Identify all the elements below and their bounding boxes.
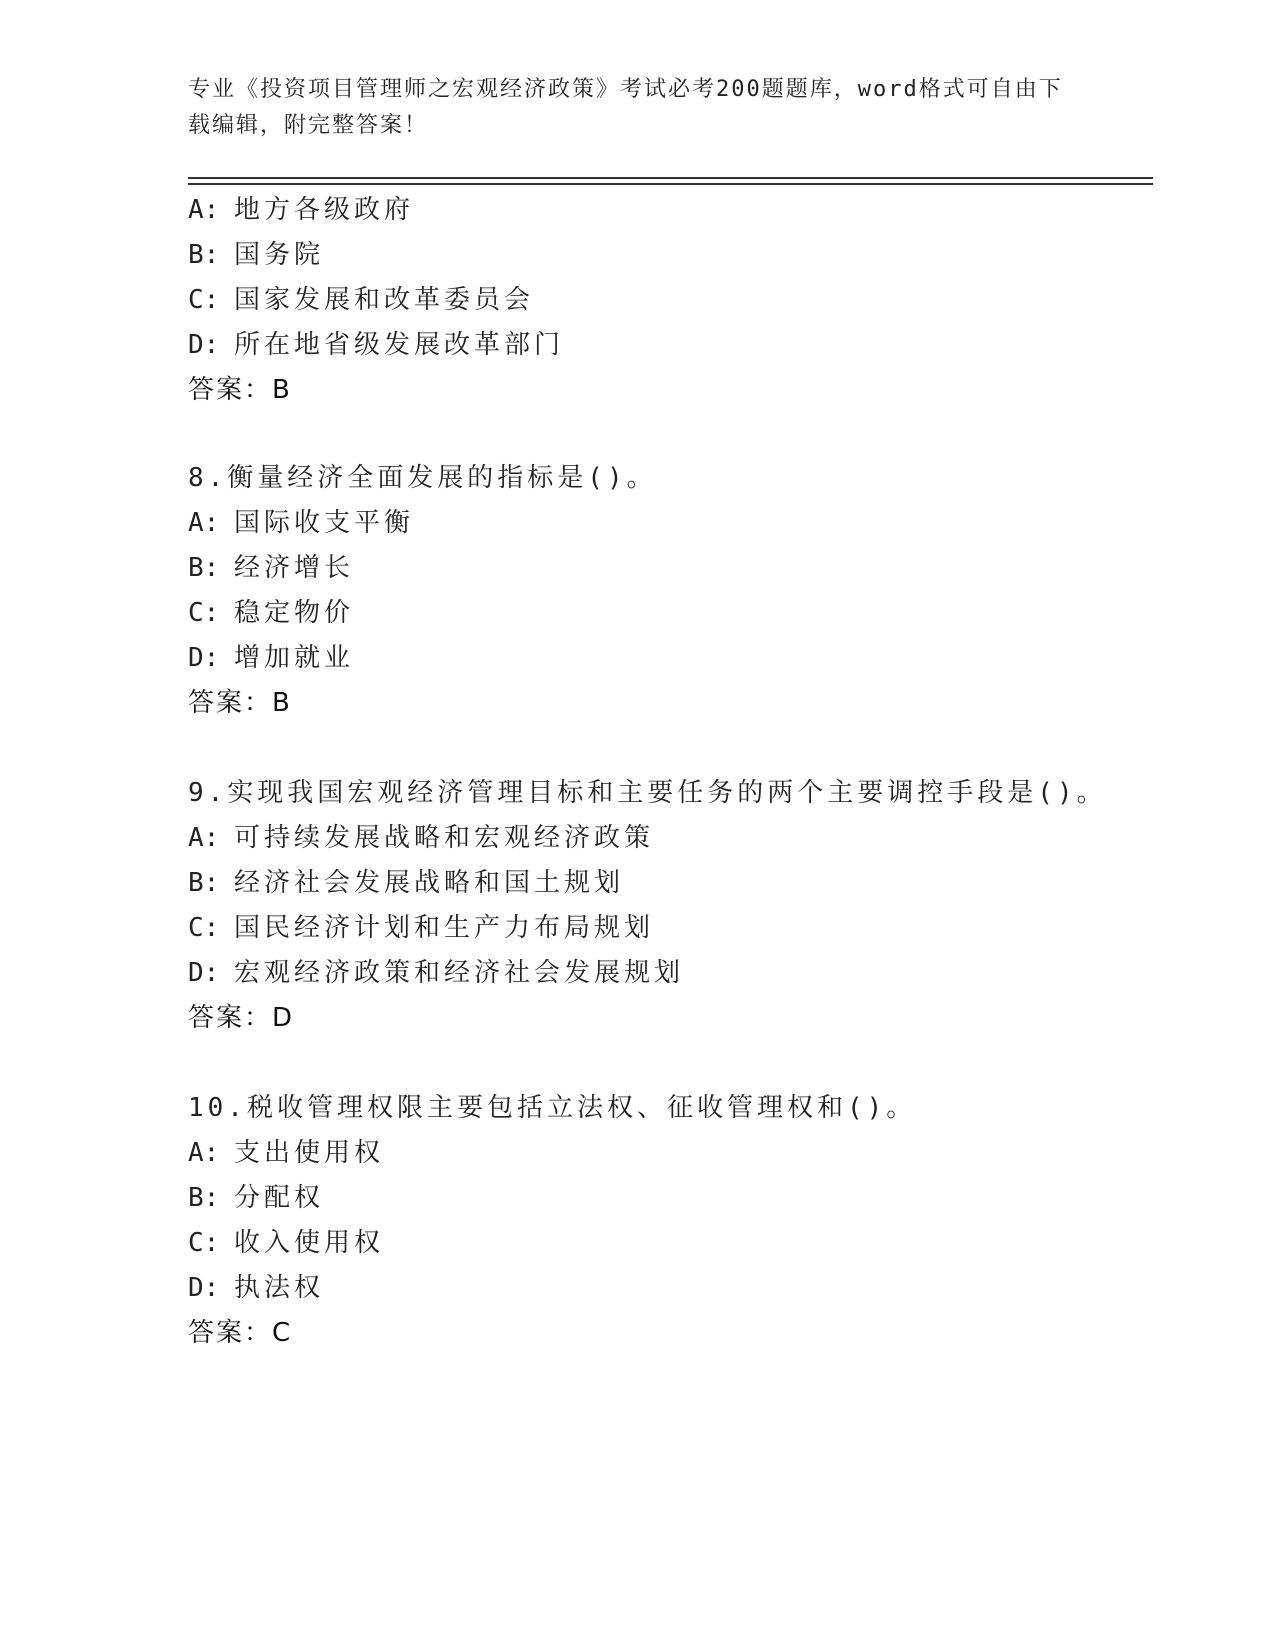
q10-answer: 答案：C bbox=[188, 1318, 293, 1348]
q9-option-c bbox=[188, 911, 654, 945]
option-letter: D: bbox=[188, 330, 220, 360]
option-text: 国家发展和改革委员会 bbox=[234, 285, 535, 315]
option-text: 国务院 bbox=[234, 240, 325, 270]
option-text: 可持续发展战略和宏观经济政策 bbox=[234, 823, 655, 853]
q9-question: 9.实现我国宏观经济管理目标和主要任务的两个主要调控手段是()。 bbox=[188, 778, 1107, 808]
option-letter: A: bbox=[188, 1138, 220, 1168]
q10-question: 10.税收管理权限主要包括立法权、征收管理权和()。 bbox=[188, 1093, 917, 1123]
option-letter: B: bbox=[188, 868, 220, 898]
q7-option-c bbox=[188, 283, 534, 317]
q9-option-a bbox=[188, 821, 654, 855]
option-letter: C: bbox=[188, 913, 220, 943]
option-text: 经济增长 bbox=[234, 553, 355, 583]
option-text: 分配权 bbox=[234, 1183, 325, 1213]
option-letter: C: bbox=[188, 285, 220, 315]
option-letter: D: bbox=[188, 958, 220, 988]
option-text: 增加就业 bbox=[234, 643, 355, 673]
option-letter: D: bbox=[188, 643, 220, 673]
q9-option-d bbox=[188, 956, 684, 990]
q10-option-c bbox=[188, 1226, 384, 1260]
option-letter: A: bbox=[188, 195, 220, 225]
q8-option-a bbox=[188, 506, 414, 540]
q10-option-b bbox=[188, 1181, 324, 1215]
q7-option-b bbox=[188, 238, 324, 272]
q7-option-a bbox=[188, 193, 414, 227]
q7-option-d bbox=[188, 328, 564, 362]
option-letter: D: bbox=[188, 1273, 220, 1303]
header-divider-bottom bbox=[188, 183, 1153, 185]
option-text: 支出使用权 bbox=[234, 1138, 385, 1168]
q8-question: 8.衡量经济全面发展的指标是()。 bbox=[188, 463, 657, 493]
q10-option-a bbox=[188, 1136, 384, 1170]
q8-answer: 答案：B bbox=[188, 688, 292, 718]
option-text: 稳定物价 bbox=[234, 598, 355, 628]
option-letter: C: bbox=[188, 598, 220, 628]
option-text: 收入使用权 bbox=[234, 1228, 385, 1258]
option-letter: A: bbox=[188, 823, 220, 853]
option-letter: B: bbox=[188, 240, 220, 270]
option-text: 国际收支平衡 bbox=[234, 508, 415, 538]
document-header: 专业《投资项目管理师之宏观经济政策》考试必考200题题库，word格式可自由下载编辑，附完整答案！ bbox=[188, 77, 1063, 138]
q8-option-b bbox=[188, 551, 354, 585]
q8-option-d bbox=[188, 641, 354, 675]
q7-answer: 答案：B bbox=[188, 375, 292, 405]
option-letter: A: bbox=[188, 508, 220, 538]
q9-answer: 答案：D bbox=[188, 1003, 295, 1033]
option-text: 国民经济计划和生产力布局规划 bbox=[234, 913, 655, 943]
option-text: 所在地省级发展改革部门 bbox=[234, 330, 565, 360]
option-text: 执法权 bbox=[234, 1273, 325, 1303]
q8-option-c bbox=[188, 596, 354, 630]
header-divider-top bbox=[188, 177, 1153, 179]
option-text: 经济社会发展战略和国土规划 bbox=[234, 868, 625, 898]
q9-option-b bbox=[188, 866, 624, 900]
option-text: 宏观经济政策和经济社会发展规划 bbox=[234, 958, 685, 988]
option-letter: B: bbox=[188, 1183, 220, 1213]
option-text: 地方各级政府 bbox=[234, 195, 415, 225]
q10-option-d bbox=[188, 1271, 324, 1305]
option-letter: C: bbox=[188, 1228, 220, 1258]
option-letter: B: bbox=[188, 553, 220, 583]
